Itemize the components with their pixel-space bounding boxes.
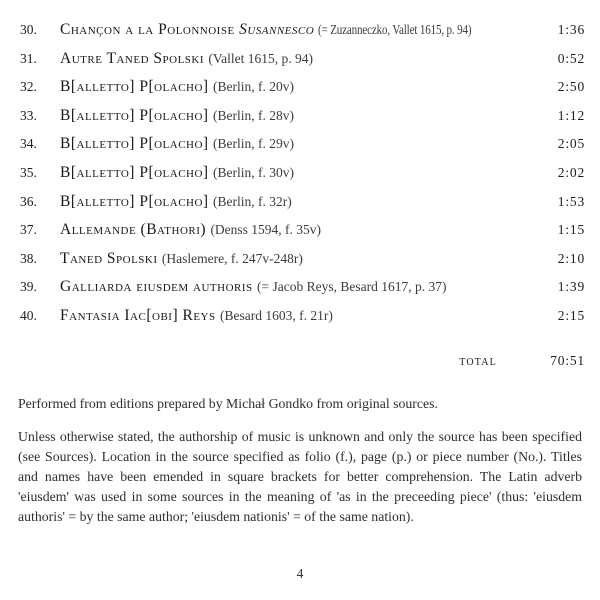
- track-duration: 1:39: [557, 279, 585, 295]
- track-source-note: (Besard 1603, f. 21r): [219, 307, 333, 323]
- track-title-text: Allemande (Bathori): [60, 221, 211, 239]
- track-title-text: B[alletto] P[olacho]: [60, 106, 213, 124]
- track-source-note: (Berlin, f. 29v): [212, 136, 294, 152]
- editorial-note: Unless otherwise stated, the authorship of music is unknown and only the source has been specified (see Sources). Location in the source specified as folio (f.), page (p.) or piece number (No.). Titles and names have been emended in square brackets for better comprehension. The Latin adverb 'eiusdem' was used in some sources in the meaning of 'as in the preceeding piece' (thus: 'eiusdem authoris' = by the same author; 'eiusdem nationis' = of the same nation).: [18, 428, 582, 524]
- track-title: [60, 78, 558, 96]
- track-duration: 2:50: [557, 79, 585, 95]
- track-source-note: (Denss 1594, f. 35v): [210, 222, 322, 238]
- track-title: [60, 193, 558, 211]
- track-duration: 0:52: [557, 50, 585, 66]
- track-title-italic: Susannesco: [239, 21, 315, 38]
- track-duration: 2:02: [557, 164, 585, 180]
- track-row: [20, 307, 585, 336]
- track-row: [20, 107, 585, 136]
- track-number: 39.: [20, 279, 37, 295]
- track-duration: 2:15: [557, 307, 585, 323]
- track-source-note: (Berlin, f. 30v): [212, 164, 294, 180]
- track-number: 30.: [20, 22, 37, 37]
- track-number: 40.: [20, 307, 37, 323]
- track-number: 32.: [20, 79, 37, 95]
- track-source-note: (Berlin, f. 32r): [212, 193, 292, 209]
- track-number: 36.: [20, 193, 37, 209]
- track-source-note: (Haslemere, f. 247v-248r): [161, 250, 303, 266]
- track-title-text: Autre Taned Spolski: [60, 49, 209, 67]
- track-source-note: (Berlin, f. 20v): [212, 79, 294, 95]
- track-row: [20, 135, 585, 164]
- performance-note: Performed from editions prepared by Michał Gondko from original sources.: [18, 395, 438, 411]
- track-row: [20, 50, 585, 79]
- total-label: total: [459, 352, 497, 369]
- track-duration: 1:53: [557, 193, 585, 209]
- track-title: [60, 307, 558, 325]
- track-source-note: (= Jacob Reys, Besard 1617, p. 37): [257, 279, 447, 295]
- track-row: [20, 21, 585, 50]
- track-number: 31.: [20, 50, 37, 66]
- track-number: 37.: [20, 222, 37, 238]
- track-row: [20, 193, 585, 222]
- track-title-text: B[alletto] P[olacho]: [60, 192, 213, 210]
- track-title-text: Galliarda eiusdem authoris: [60, 278, 258, 296]
- track-duration: 1:12: [557, 107, 585, 123]
- track-duration: 1:36: [557, 22, 585, 37]
- track-source-note: (Berlin, f. 28v): [212, 107, 294, 123]
- track-title: [60, 164, 558, 182]
- track-title: [60, 135, 558, 153]
- track-title: [60, 221, 558, 239]
- page-number: 4: [296, 566, 304, 581]
- track-source-note: (Vallet 1615, p. 94): [208, 50, 314, 66]
- total-row: [20, 353, 585, 370]
- track-number: 38.: [20, 250, 37, 266]
- track-duration: 2:10: [557, 250, 585, 266]
- track-title-text: Chançon a la Polonnoise: [60, 21, 240, 38]
- track-title: [60, 278, 558, 296]
- track-title-text: B[alletto] P[olacho]: [60, 135, 213, 153]
- track-duration: 1:15: [557, 222, 585, 238]
- track-title-text: B[alletto] P[olacho]: [60, 163, 213, 181]
- track-title: [60, 50, 558, 68]
- track-title-text: B[alletto] P[olacho]: [60, 78, 213, 96]
- track-number: 34.: [20, 136, 37, 152]
- track-row: [20, 221, 585, 250]
- track-duration: 2:05: [557, 136, 585, 152]
- track-row: [20, 78, 585, 107]
- track-row: [20, 278, 585, 307]
- track-title: [60, 250, 558, 268]
- total-duration: 70:51: [550, 352, 585, 368]
- track-title-text: Fantasia Iac[obi] Reys: [60, 306, 220, 324]
- track-title: [60, 107, 558, 125]
- track-source-note: (= Zuzanneczko, Vallet 1615, p. 94): [318, 22, 472, 37]
- track-number: 33.: [20, 107, 37, 123]
- track-row: [20, 164, 585, 193]
- track-number: 35.: [20, 164, 37, 180]
- track-row: [20, 250, 585, 279]
- track-title: [60, 21, 558, 39]
- track-title-text: Taned Spolski: [60, 249, 162, 267]
